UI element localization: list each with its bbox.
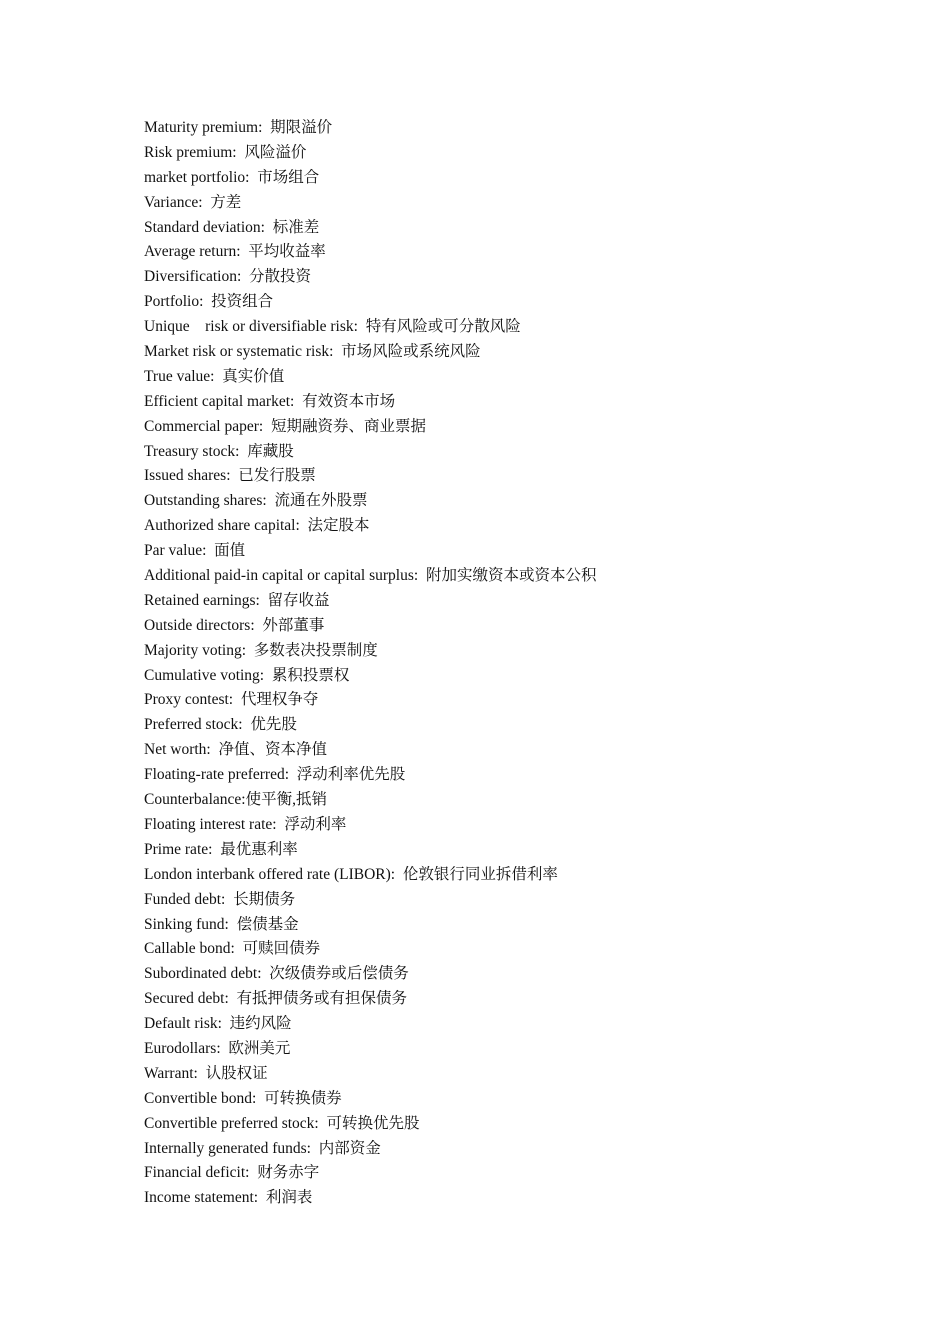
chinese-translation: 浮动利率 [284,815,347,833]
chinese-translation: 认股权证 [205,1064,268,1082]
glossary-entry [144,1062,596,1087]
english-term: Par value: [144,542,215,560]
english-term: Funded debt: [144,890,234,908]
english-term: Outstanding shares: [144,492,275,510]
english-term: Subordinated debt: [144,965,270,983]
glossary-entry [144,290,596,315]
chinese-translation: 欧洲美元 [228,1039,291,1057]
english-term: Internally generated funds: [144,1139,319,1157]
english-term: Prime rate: [144,840,221,858]
glossary-entry [144,713,596,738]
glossary-entry [144,191,596,216]
chinese-translation: 分散投资 [249,268,312,286]
glossary-entry [144,863,596,888]
glossary-entry [144,888,596,913]
glossary-entry [144,415,596,440]
chinese-translation: 伦敦银行同业拆借利率 [402,865,558,883]
glossary-entry [144,340,596,365]
english-term: Counterbalance: [144,791,246,809]
english-term: Secured debt: [144,990,237,1008]
english-term: market portfolio: [144,168,258,186]
english-term: Convertible preferred stock: [144,1114,327,1132]
english-term: Warrant: [144,1064,206,1082]
glossary-entry [144,116,596,141]
english-term: Risk premium: [144,143,245,161]
chinese-translation: 次级债券或后偿债务 [269,965,409,983]
chinese-translation: 短期融资券、商业票据 [270,417,426,435]
chinese-translation: 外部董事 [262,616,325,634]
english-term: Proxy contest: [144,691,241,709]
chinese-translation: 标准差 [272,218,320,236]
english-term: Issued shares: [144,467,239,485]
english-term: Authorized share capital: [144,517,308,535]
glossary-entry [144,738,596,763]
chinese-translation: 市场风险或系统风险 [341,343,481,361]
chinese-translation: 违约风险 [229,1015,292,1033]
chinese-translation: 附加实缴资本或资本公积 [425,567,597,585]
english-term: Eurodollars: [144,1039,229,1057]
chinese-translation: 流通在外股票 [274,492,368,510]
chinese-translation: 有抵押债务或有担保债务 [236,990,408,1008]
glossary-entry [144,937,596,962]
glossary-entry [144,1037,596,1062]
glossary-entry [144,639,596,664]
glossary-entry [144,838,596,863]
chinese-translation: 期限溢价 [270,119,333,136]
english-term: Treasury stock: [144,442,248,460]
glossary-entry [144,464,596,489]
english-term: Retained earnings: [144,591,268,609]
glossary-entry [144,365,596,390]
english-term: Standard deviation: [144,218,273,236]
english-term: Majority voting: [144,641,254,659]
chinese-translation: 已发行股票 [238,467,316,485]
glossary-entry [144,1087,596,1112]
english-term: True value: [144,367,223,385]
english-term: London interbank offered rate (LIBOR): [144,865,403,883]
glossary-entry [144,614,596,639]
chinese-translation: 偿债基金 [236,915,299,933]
glossary-entry [144,1161,596,1186]
glossary-entry [144,216,596,241]
english-term: Cumulative voting: [144,666,272,684]
english-term: Commercial paper: [144,417,271,435]
english-term: Callable bond: [144,940,243,958]
chinese-translation: 利润表 [265,1189,313,1207]
glossary-entry [144,440,596,465]
glossary-entry [144,240,596,265]
chinese-translation: 特有风险或可分散风险 [365,318,521,336]
chinese-translation: 平均收益率 [248,243,326,261]
chinese-translation: 法定股本 [307,517,370,535]
chinese-translation: 面值 [214,542,246,560]
glossary-entry [144,813,596,838]
glossary-entry [144,688,596,713]
english-term: Average return: [144,243,249,261]
english-term: Net worth: [144,741,219,759]
glossary-entry [144,141,596,166]
chinese-translation: 风险溢价 [244,143,307,161]
chinese-translation: 可赎回债券 [242,940,321,958]
glossary-list [144,116,596,1211]
glossary-entry [144,514,596,539]
glossary-entry [144,664,596,689]
english-term: Efficient capital market: [144,392,303,410]
glossary-entry [144,539,596,564]
chinese-translation: 库藏股 [247,442,294,460]
chinese-translation: 多数表决投票制度 [253,641,378,659]
chinese-translation: 最优惠利率 [220,840,298,858]
chinese-translation: 可转换优先股 [326,1114,420,1132]
glossary-entry [144,589,596,614]
glossary-entry [144,1137,596,1162]
glossary-entry [144,265,596,290]
english-term: Diversification: [144,268,250,286]
english-term: Unique risk or diversifiable risk: [144,318,366,336]
english-term: Income statement: [144,1189,266,1207]
glossary-entry [144,763,596,788]
chinese-translation: 有效资本市场 [302,392,396,410]
chinese-translation: 净值、资本净值 [218,741,327,759]
english-term: Floating-rate preferred: [144,766,297,784]
glossary-entry [144,166,596,191]
chinese-translation: 代理权争夺 [240,691,319,709]
english-term: Maturity premium: [144,119,271,136]
chinese-translation: 真实价值 [222,367,285,385]
english-term: Portfolio: [144,293,212,311]
glossary-entry [144,489,596,514]
glossary-entry [144,788,596,813]
english-term: Preferred stock: [144,716,251,734]
glossary-entry [144,390,596,415]
chinese-translation: 优先股 [250,716,297,734]
english-term: Additional paid-in capital or capital surplus: [144,567,426,585]
chinese-translation: 内部资金 [318,1139,381,1157]
chinese-translation: 投资组合 [211,293,274,311]
chinese-translation: 浮动利率优先股 [296,766,406,784]
english-term: Convertible bond: [144,1089,265,1107]
glossary-entry [144,987,596,1012]
chinese-translation: 财务赤字 [257,1164,320,1182]
glossary-entry [144,1186,596,1211]
english-term: Variance: [144,193,211,211]
english-term: Sinking fund: [144,915,237,933]
chinese-translation: 方差 [210,193,242,211]
english-term: Floating interest rate: [144,815,285,833]
chinese-translation: 市场组合 [257,168,320,186]
english-term: Default risk: [144,1015,230,1033]
chinese-translation: 累积投票权 [271,666,350,684]
chinese-translation: 可转换债券 [264,1089,342,1107]
glossary-entry [144,913,596,938]
chinese-translation: 留存收益 [267,591,330,609]
glossary-entry [144,962,596,987]
glossary-entry [144,315,596,340]
english-term: Financial deficit: [144,1164,258,1182]
glossary-entry [144,1012,596,1037]
glossary-entry [144,1112,596,1137]
english-term: Market risk or systematic risk: [144,343,342,361]
chinese-translation: 使平衡,抵销 [245,791,327,809]
chinese-translation: 长期债务 [233,890,296,908]
english-term: Outside directors: [144,616,263,634]
glossary-entry [144,564,596,589]
